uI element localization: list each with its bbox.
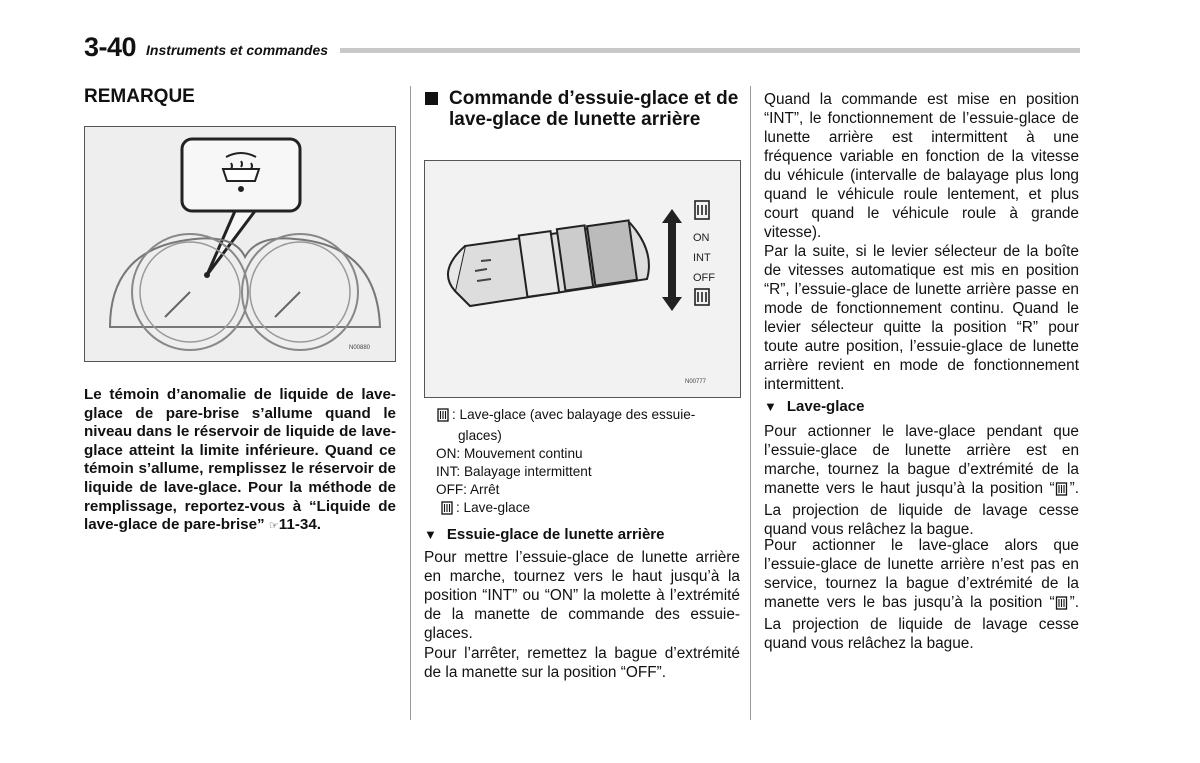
int-mode-paragraph: Quand la commande est mise en position “INT”, le fonctionnement de l’essuie-glace de lunette arrière est intermittent à une fréquence variable en fonction de la vitesse du véhicule (intervalle de balayage plus long quand le véhicule roule lentement, et plus court quand le véhicule roule à grande vitesse). (764, 91, 1079, 241)
rear-wiper-para-1: Pour mettre l’essuie-glace de lunette arrière en marche, tournez vers le haut jusqu’à la position “INT” ou “ON” la molette à l’extrémité de la manette de commande des essuie-glaces. (424, 549, 740, 642)
figure-label-int: INT (693, 252, 711, 264)
washer-symbol-icon (1055, 482, 1068, 501)
figure-code-1: N00880 (349, 345, 371, 351)
column-divider-left (410, 86, 411, 720)
middle-column (424, 88, 740, 681)
washer-symbol-icon (440, 501, 454, 520)
legend-off: OFF: Arrêt (436, 482, 500, 497)
section-heading (424, 88, 740, 130)
washer-symbol-icon (1055, 596, 1068, 615)
washer-para-2: Pour actionner le lave-glace alors que l’essuie-glace de lunette arrière n’est pas en service, tournez la bague d’extrémité de la manette vers le bas jusqu’à la position “ ”. La projection de liquide de lavage cesse quand vous relâchez la bague. (764, 537, 1079, 652)
section-square-bullet-icon (425, 92, 438, 105)
rear-wiper-para-2: Pour l’arrêter, remettez la bague d’extrémité de la manette sur la position “OFF”. (424, 645, 740, 681)
instrument-cluster-illustration (85, 127, 395, 361)
left-column (84, 86, 396, 534)
legend-washer-bottom: : Lave-glace (436, 499, 736, 520)
warning-note-text (84, 386, 396, 536)
reverse-gear-paragraph: Par la suite, si le levier sélecteur de la boîte de vitesses automatique est mis en position “R”, l’essuie-glace de lunette arrière passe en mode de fonctionnement continu. Quand le levier sélecteur quitte la position “R” pour toute autre position, l’essuie-glace de lunette arrière revient en mode de fonctionnement intermittent. (764, 243, 1079, 393)
instrument-cluster-figure (84, 126, 396, 362)
note-body: Le témoin d’anomalie de liquide de lave-glace de pare-brise s’allume quand le niveau dans le réservoir de liquide de lave-glace atteint la limite inférieure. Quand ce témoin s’allume, remplissez le réservoir de liquide de lave-glace. Pour la méthode de remplissage, reportez-vous à “Liquide de lave-glace de pare-brise” (84, 386, 396, 534)
washer-para-1: Pour actionner le lave-glace pendant que l’essuie-glace de lunette arrière est en marche, tournez la bague d’extrémité de la manette vers le haut jusqu’à la position “ ”. La projection de liquide de lavage cesse quand vous relâchez la bague. (764, 423, 1079, 538)
figure-label-off: OFF (693, 272, 715, 284)
note-page-reference: 11-34. (278, 516, 321, 534)
wiper-lever-illustration (425, 161, 740, 397)
legend-int: INT: Balayage intermittent (436, 464, 592, 479)
rear-wiper-subheading: ▼ Essuie-glace de lunette arrière (424, 526, 665, 543)
triangle-bullet-icon: ▼ (424, 527, 437, 542)
page-number: 3-40 (84, 32, 137, 62)
legend-on: ON: Mouvement continu (436, 446, 583, 461)
triangle-bullet-icon: ▼ (764, 399, 777, 414)
washer-subheading: ▼ Lave-glace (764, 398, 865, 415)
section-heading-text: Commande d’essuie-glace et de lave-glace de lunette arrière (449, 88, 739, 130)
page-ref-icon: ☞ (268, 520, 279, 533)
figure-code-2: N00777 (685, 379, 707, 385)
washer-symbol-icon (436, 408, 450, 427)
remarque-heading: REMARQUE (84, 86, 195, 107)
header-rule (340, 48, 1080, 53)
wiper-lever-figure (424, 160, 741, 398)
figure-legend (436, 406, 736, 520)
legend-washer-top-cont: glaces) (458, 428, 502, 443)
figure-label-on: ON (693, 232, 710, 244)
legend-washer-top: : Lave-glace (avec balayage des essuie- (436, 406, 736, 427)
section-header-title: Instruments et commandes (146, 42, 329, 58)
column-divider-right (750, 86, 751, 720)
